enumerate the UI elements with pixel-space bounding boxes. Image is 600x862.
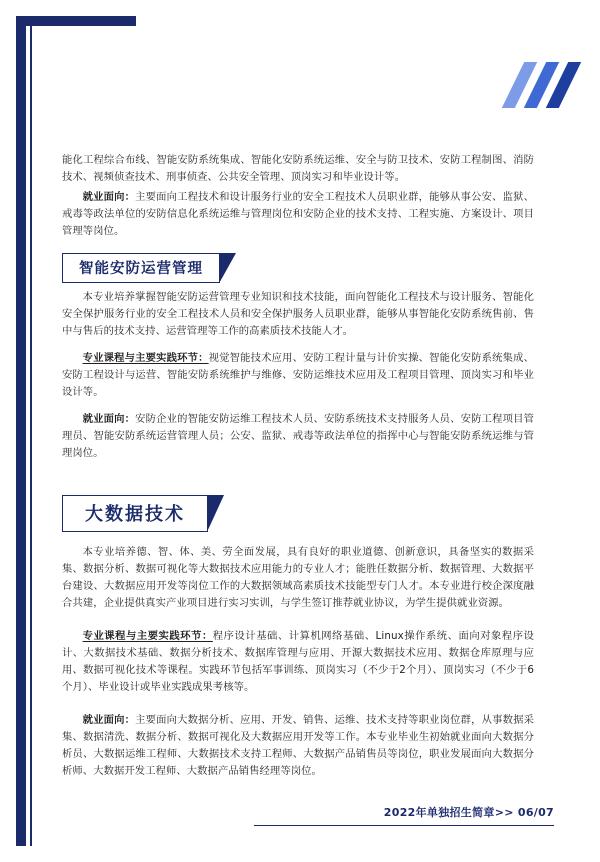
employment-text: 主要面向大数据分析、应用、开发、销售、运维、技术支持等职业岗位群，从事数据采集、数据清洗、数据分析、数据可视化及大数据应用开发等工作。本专业毕业生初始就业面向大数据分析员、大数据运维工程师、大数据技术支持工程师、大数据产品销售员等岗位，职业发展面向大数据分析师、大数据开发工程师、大数据产品销售经理等岗位。 xyxy=(62,714,534,777)
document-body xyxy=(62,152,534,783)
paragraph-course-list: 能化工程综合布线、智能安防系统集成、智能化安防系统运维、安全与防卫技术、安防工程制图、消防技术、视频侦查技术、刑事侦查、公共安全管理、顶岗实习和毕业设计等。 xyxy=(62,154,534,183)
courses-text: 视觉智能技术应用、安防工程计量与计价实操、智能化安防系统集成、安防工程设计与运营、智能安防系统维护与维修、安防运维技术应用及工程项目管理、顶岗实习和毕业设计等。 xyxy=(62,352,534,398)
footer-divider xyxy=(254,825,554,827)
paragraph-employment xyxy=(62,712,534,780)
section-intelligent-security-ops xyxy=(62,243,534,462)
paragraph-employment xyxy=(62,189,534,240)
paragraph-intro: 本专业培养掌握智能安防运营管理专业知识和技术技能，面向智能化工程技术与设计服务、智能化安全保护服务行业的安全工程技术人员和安全保护服务人员职业群，能够从事智能化安防系统售前、售中与售后的技术支持、运营管理等工作的高素质技术技能人才。 xyxy=(62,291,534,337)
employment-text: 主要面向工程技术和设计服务行业的安全工程技术人员职业群，能够从事公安、监狱、戒毒等政法单位的安防信息化系统运维与管理岗位和安防企业的技术支持、工程实施、方案设计、项目管理等岗位。 xyxy=(62,191,534,237)
employment-label: 就业面向： xyxy=(82,714,136,726)
employment-text: 安防企业的智能安防运维工程技术人员、安防系统技术支持服务人员、安防工程项目管理员、智能安防系统运营管理人员；公安、监狱、戒毒等政法单位的指挥中心与智能安防系统运维与管理岗位。 xyxy=(62,413,534,459)
section-heading-box xyxy=(62,253,220,283)
decorative-left-rule xyxy=(30,16,32,846)
paragraph-intro: 本专业培养德、智、体、美、劳全面发展，具有良好的职业道德、创新意识，具备坚实的数据采集、数据分析、数据可视化等大数据技术应用能力的专业人才；能胜任数据分析、数据管理、大数据平台建设、大数据应用开发等岗位工作的大数据领域高素质技术技能型专门人才。本专业进行校企深度融合共建，企业提供真实产业项目进行实习实训，与学生签订推荐就业协议，为学生提供就业资源。 xyxy=(62,546,534,609)
decorative-left-band xyxy=(16,16,26,846)
section-title: 智能安防运营管理 xyxy=(79,261,203,277)
employment-label: 就业面向： xyxy=(82,191,136,203)
courses-label: 专业课程与主要实践环节： xyxy=(82,352,209,364)
paragraph-employment xyxy=(62,411,534,462)
decorative-slashes xyxy=(460,62,570,108)
courses-text: 程序设计基础、计算机网络基础、Linux操作系统、面向对象程序设计、大数据技术基础、数据分析技术、数据库管理与应用、开源大数据技术应用、数据仓库原理与应用、数据可视化技术等课程。实践环节包括军事训练、顶岗实习（不少于2个月）、顶岗实习（不少于6个月）、毕业设计或毕业实践成果考核等。 xyxy=(62,630,534,693)
section-big-data-technology xyxy=(62,485,534,780)
courses-label: 专业课程与主要实践环节： xyxy=(82,630,213,642)
footer-page-label: 2022年单独招生简章>> 06/07 xyxy=(383,806,554,819)
paragraph-courses xyxy=(62,628,534,696)
section-intro-continued xyxy=(62,152,534,240)
decorative-corner-block xyxy=(16,16,136,26)
employment-label: 就业面向： xyxy=(82,413,136,425)
section-heading-box xyxy=(62,495,208,532)
section-heading-banner xyxy=(62,253,220,281)
section-title: 大数据技术 xyxy=(85,504,185,525)
paragraph-courses xyxy=(62,350,534,401)
section-heading-banner xyxy=(62,495,208,529)
